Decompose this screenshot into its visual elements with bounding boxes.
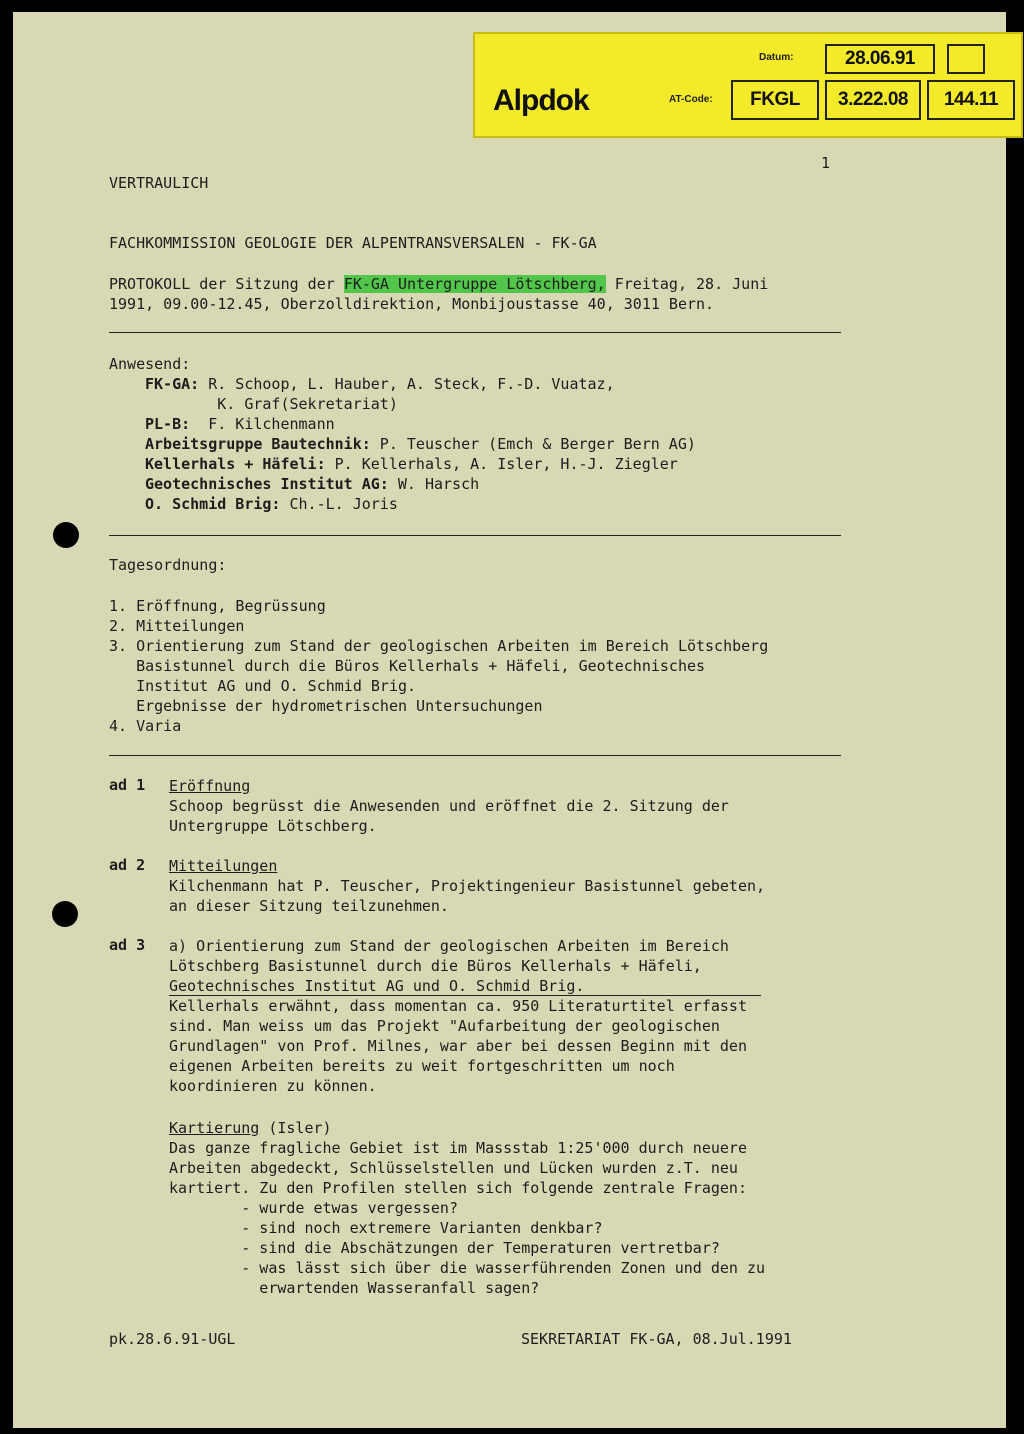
attendee-label: FK-GA: <box>145 375 200 393</box>
kartierung-question: - sind noch extremere Varianten denkbar? <box>169 1219 603 1237</box>
ad3-head-line: Lötschberg Basistunnel durch die Büros Kellerhals + Häfeli, <box>169 957 702 975</box>
attendee-names: W. Harsch <box>388 475 480 493</box>
attendee-names: R. Schoop, L. Hauber, A. Steck, F.-D. Vuataz, <box>199 375 615 393</box>
kartierung-text: kartiert. Zu den Profilen stellen sich folgende zentrale Fragen: <box>169 1179 747 1197</box>
divider <box>109 755 841 756</box>
attendee-names: K. Graf(Sekretariat) <box>145 395 398 413</box>
agenda-item: Basistunnel durch die Büros Kellerhals + Häfeli, Geotechnisches <box>109 657 706 675</box>
ad1-label: ad 1 <box>109 776 146 794</box>
punch-hole <box>53 522 79 548</box>
alpdok-stamp <box>473 32 1023 138</box>
attendees-section <box>109 354 696 514</box>
ad2-text: an dieser Sitzung teilzunehmen. <box>169 897 449 915</box>
code-number: 3.222.08 <box>825 80 921 120</box>
kartierung-section <box>169 1118 765 1298</box>
ad1-text: Untergruppe Lötschberg. <box>169 817 377 835</box>
ad3-body <box>169 996 747 1096</box>
attendee-names: F. Kilchenmann <box>190 415 335 433</box>
ad1-text: Schoop begrüsst die Anwesenden und eröffnet die 2. Sitzung der <box>169 797 729 815</box>
kartierung-text: Arbeiten abgedeckt, Schlüsselstellen und Lücken wurden z.T. neu <box>169 1159 738 1177</box>
code-sub-number: 144.11 <box>927 80 1015 120</box>
kartierung-text: Das ganze fragliche Gebiet ist im Massstab 1:25'000 durch neuere <box>169 1139 747 1157</box>
footer-reference-code: pk.28.6.91-UGL <box>109 1330 236 1348</box>
datum-value: 28.06.91 <box>825 44 935 74</box>
ad1-section <box>169 776 729 836</box>
kartierung-question: erwartenden Wasseranfall sagen? <box>169 1279 540 1297</box>
kartierung-suffix: (Isler) <box>259 1119 332 1137</box>
kartierung-question: - was lässt sich über die wasserführenden Zonen und den zu <box>169 1259 766 1277</box>
agenda-item: 1. Eröffnung, Begrüssung <box>109 597 326 615</box>
ad2-section <box>169 856 765 916</box>
agenda-item: Institut AG und O. Schmid Brig. <box>109 677 417 695</box>
ad2-label: ad 2 <box>109 856 146 874</box>
datum-extra-box <box>947 44 985 74</box>
ad3-head-line: Geotechnisches Institut AG und O. Schmid Brig. <box>169 977 585 995</box>
ad3-head-line: a) Orientierung zum Stand der geologischen Arbeiten im Bereich <box>169 937 729 955</box>
ad2-title: Mitteilungen <box>169 857 278 875</box>
agenda-list <box>109 596 768 736</box>
attendee-label: Geotechnisches Institut AG: <box>145 475 389 493</box>
confidential-label: VERTRAULICH <box>109 174 209 192</box>
protocol-suffix: Freitag, 28. Juni <box>605 275 769 293</box>
page-number: 1 <box>821 154 831 172</box>
agenda-item: 3. Orientierung zum Stand der geologischen Arbeiten im Bereich Lötschberg <box>109 637 769 655</box>
datum-label: Datum: <box>759 52 794 63</box>
attendees-title: Anwesend: <box>109 355 191 373</box>
kartierung-question: - wurde etwas vergessen? <box>169 1199 458 1217</box>
punch-hole <box>52 901 78 927</box>
document-page <box>13 12 1006 1428</box>
ad3-heading <box>169 936 729 996</box>
commission-heading: FACHKOMMISSION GEOLOGIE DER ALPENTRANSVERSALEN - FK-GA <box>109 234 597 252</box>
agenda-item: 4. Varia <box>109 717 182 735</box>
divider <box>109 332 841 333</box>
kartierung-question: - sind die Abschätzungen der Temperaturen vertretbar? <box>169 1239 720 1257</box>
at-code-label: AT-Code: <box>669 94 713 105</box>
agenda-item: 2. Mitteilungen <box>109 617 245 635</box>
alpdok-logo: Alpdok <box>493 84 589 117</box>
attendee-label: O. Schmid Brig: <box>145 495 281 513</box>
attendee-label: PL-B: <box>145 415 191 433</box>
ad3-text: sind. Man weiss um das Projekt "Aufarbeitung der geologischen <box>169 1017 720 1035</box>
attendee-names: P. Kellerhals, A. Isler, H.-J. Ziegler <box>325 455 678 473</box>
ad3-text: Kellerhals erwähnt, dass momentan ca. 950 Literaturtitel erfasst <box>169 997 747 1015</box>
protocol-highlight: FK-GA Untergruppe Lötschberg, <box>343 275 606 293</box>
ad3-label: ad 3 <box>109 936 146 954</box>
agenda-title: Tagesordnung: <box>109 556 227 574</box>
protocol-prefix: PROTOKOLL der Sitzung der <box>109 275 344 293</box>
divider <box>109 535 841 536</box>
ad3-text: koordinieren zu können. <box>169 1077 377 1095</box>
code-fkgl: FKGL <box>731 80 819 120</box>
footer-secretariat: SEKRETARIAT FK-GA, 08.Jul.1991 <box>521 1330 792 1348</box>
protocol-header <box>109 274 768 314</box>
kartierung-title: Kartierung <box>169 1119 260 1137</box>
attendee-label: Kellerhals + Häfeli: <box>145 455 326 473</box>
agenda-item: Ergebnisse der hydrometrischen Untersuchungen <box>109 697 543 715</box>
ad2-text: Kilchenmann hat P. Teuscher, Projektingenieur Basistunnel gebeten, <box>169 877 766 895</box>
ad3-text: eigenen Arbeiten bereits zu weit fortgeschritten um noch <box>169 1057 675 1075</box>
attendee-names: P. Teuscher (Emch & Berger Bern AG) <box>370 435 696 453</box>
ad1-title: Eröffnung <box>169 777 251 795</box>
protocol-line-2: 1991, 09.00-12.45, Oberzolldirektion, Monbijoustasse 40, 3011 Bern. <box>109 295 715 313</box>
attendee-label: Arbeitsgruppe Bautechnik: <box>145 435 371 453</box>
ad3-text: Grundlagen" von Prof. Milnes, war aber bei dessen Beginn mit den <box>169 1037 747 1055</box>
attendee-names: Ch.-L. Joris <box>280 495 398 513</box>
